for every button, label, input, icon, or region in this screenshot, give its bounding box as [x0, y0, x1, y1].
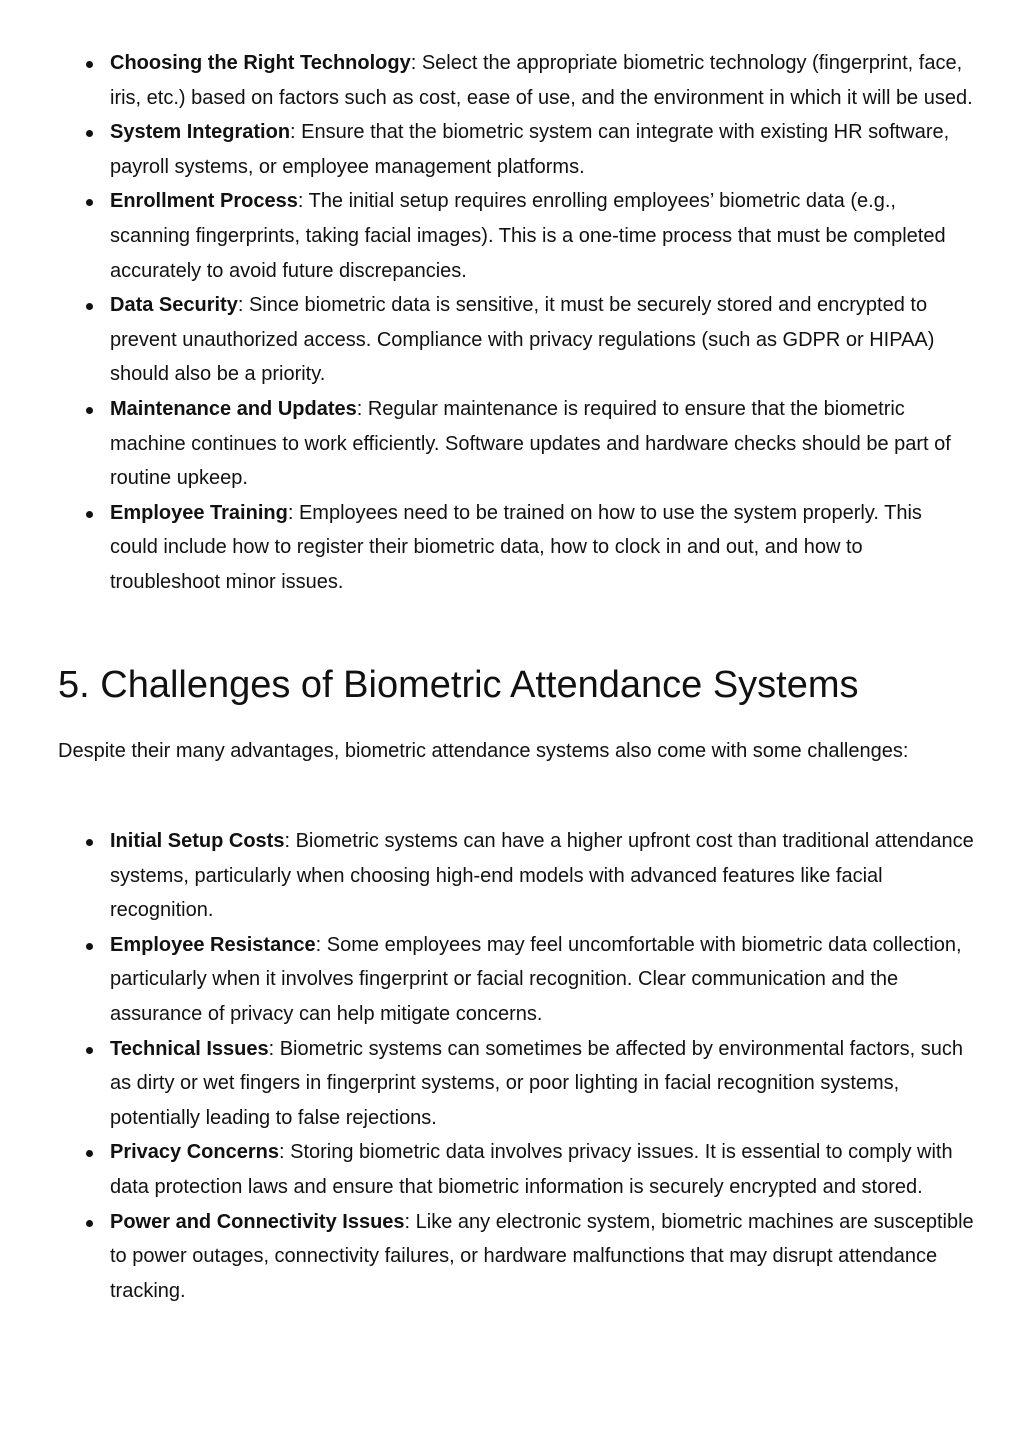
list-item-term: Employee Training	[110, 501, 288, 524]
list-item	[58, 1135, 974, 1204]
bullet-icon	[86, 943, 93, 950]
list-item-term: Power and Connectivity Issues	[110, 1210, 405, 1233]
list-item-text: : Biometric systems can have a higher upfront cost than traditional attendance systems, particularly when choosing high-end models with advanced features like facial recognition.	[110, 830, 974, 922]
list-item	[58, 1205, 974, 1309]
bullet-icon	[86, 1047, 93, 1054]
list-item-term: Enrollment Process	[110, 190, 298, 213]
list-item-text: : Select the appropriate biometric technology (fingerprint, face, iris, etc.) based on factors such as cost, ease of use, and the environment in which it will be used.	[110, 52, 973, 109]
challenges-list	[58, 824, 974, 1308]
list-item-text: : Employees need to be trained on how to use the system properly. This could include how to register their biometric data, how to clock in and out, and how to troubleshoot minor issues.	[110, 501, 922, 593]
list-item-term: Choosing the Right Technology	[110, 52, 411, 74]
list-item-term: Privacy Concerns	[110, 1141, 279, 1164]
list-item-term: System Integration	[110, 121, 291, 144]
list-item	[58, 46, 974, 115]
list-item-term: Technical Issues	[110, 1037, 269, 1060]
list-item	[58, 928, 974, 1032]
list-item-text: : Ensure that the biometric system can integrate with existing HR software, payroll systems, or employee management platforms.	[110, 121, 950, 178]
list-item	[58, 824, 974, 928]
list-item	[58, 496, 974, 600]
list-item-text: : Like any electronic system, biometric machines are susceptible to power outages, connectivity failures, or hardware malfunctions that may disrupt attendance tracking.	[110, 1210, 974, 1302]
list-item-text: : Some employees may feel uncomfortable with biometric data collection, particularly when it involves fingerprint or facial recognition. Clear communication and the assurance of privacy can help mitigate concerns.	[110, 933, 962, 1025]
bullet-icon	[86, 61, 93, 68]
list-item-text: : The initial setup requires enrolling employees’ biometric data (e.g., scanning fingerprints, taking facial images). This is a one-time process that must be completed accurately to avoid future discrepancies.	[110, 190, 946, 282]
bullet-icon	[86, 303, 93, 310]
list-item	[58, 115, 974, 184]
list-item	[58, 392, 974, 496]
implementation-list	[58, 46, 974, 600]
list-item-term: Employee Resistance	[110, 933, 316, 956]
list-item	[58, 288, 974, 392]
bullet-icon	[86, 199, 93, 206]
bullet-icon	[86, 511, 93, 518]
bullet-icon	[86, 839, 93, 846]
section-intro: Despite their many advantages, biometric attendance systems also come with some challenges:	[58, 740, 909, 762]
bullet-icon	[86, 1220, 93, 1227]
bullet-icon	[86, 407, 93, 414]
list-item	[58, 184, 974, 288]
list-item-text: : Regular maintenance is required to ensure that the biometric machine continues to work efficiently. Software updates and hardware checks should be part of routine upkeep.	[110, 397, 951, 490]
list-item-text: : Biometric systems can sometimes be affected by environmental factors, such as dirty or wet fingers in fingerprint systems, or poor lighting in facial recognition systems, potentially leading to false rejections.	[110, 1037, 963, 1129]
list-item-term: Initial Setup Costs	[110, 830, 285, 852]
bullet-icon	[86, 1150, 93, 1157]
bullet-icon	[86, 130, 93, 137]
list-item-term: Data Security	[110, 294, 238, 317]
section-heading: 5. Challenges of Biometric Attendance Systems	[58, 664, 859, 706]
list-item-text: : Storing biometric data involves privacy issues. It is essential to comply with data protection laws and ensure that biometric information is securely encrypted and stored.	[110, 1141, 953, 1198]
list-item-term: Maintenance and Updates	[110, 397, 357, 420]
list-item-text: : Since biometric data is sensitive, it must be securely stored and encrypted to prevent unauthorized access. Compliance with privacy regulations (such as GDPR or HIPAA) should also be a priority.	[110, 294, 935, 386]
list-item	[58, 1032, 974, 1136]
